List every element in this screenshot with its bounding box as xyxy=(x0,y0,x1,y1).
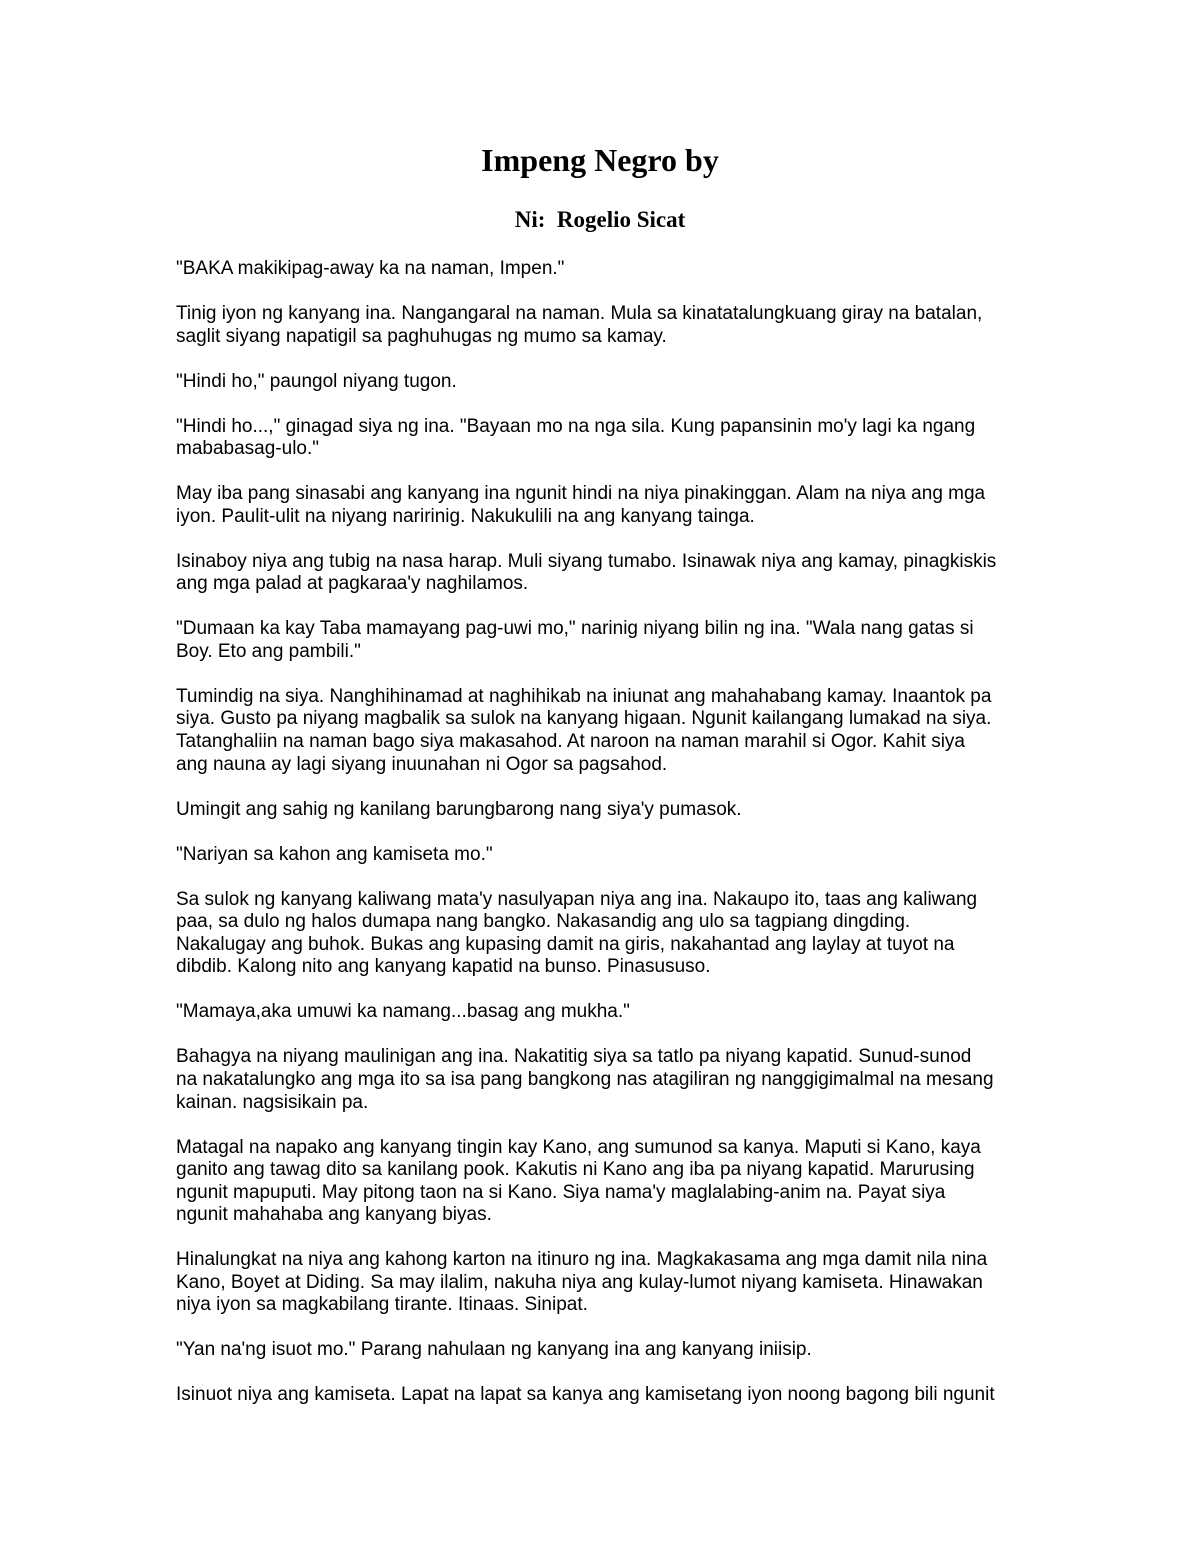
paragraph-line: paa, sa dulo ng halos dumapa nang bangko. Nakasandig ang ulo sa tagpiang dingding. xyxy=(176,911,911,933)
story-body xyxy=(176,258,1036,1429)
paragraph-line: Umingit ang sahig ng kanilang barungbarong nang siya'y pumasok. xyxy=(176,798,742,820)
paragraph-line: Matagal na napako ang kanyang tingin kay Kano, ang sumunod sa kanya. Maputi si Kano, kaya xyxy=(176,1136,981,1158)
paragraph-line: ganito ang tawag dito sa kanilang pook. Kakutis ni Kano ang iba pa niyang kapatid. Marurusing xyxy=(176,1159,975,1181)
story-paragraph xyxy=(176,686,1036,776)
paragraph-line: "Dumaan ka kay Taba mamayang pag-uwi mo," narinig niyang bilin ng ina. "Wala nang gatas si xyxy=(176,618,974,640)
paragraph-line: saglit siyang napatigil sa paghuhugas ng mumo sa kamay. xyxy=(176,325,667,347)
paragraph-line: Tinig iyon ng kanyang ina. Nangangaral na naman. Mula sa kinatatalungkuang giray na batalan, xyxy=(176,302,983,324)
paragraph-line: siya. Gusto pa niyang magbalik sa sulok na kanyang higaan. Ngunit kailangang lumakad na siya. xyxy=(176,708,992,730)
paragraph-line: Tumindig na siya. Nanghihinamad at naghihikab na iniunat ang mahahabang kamay. Inaantok pa xyxy=(176,685,992,707)
story-paragraph xyxy=(176,1249,1036,1317)
page-title: Impeng Negro by xyxy=(481,142,719,178)
paragraph-line: iyon. Paulit-ulit na niyang naririnig. Nakukulili na ang kanyang tainga. xyxy=(176,505,755,527)
paragraph-line: ngunit mahahaba ang kanyang biyas. xyxy=(176,1204,492,1226)
paragraph-line: Hinalungkat na niya ang kahong karton na itinuro ng ina. Magkakasama ang mga damit nila nina xyxy=(176,1249,988,1271)
story-paragraph xyxy=(176,483,1036,528)
paragraph-line: Kano, Boyet at Diding. Sa may ilalim, nakuha niya ang kulay-lumot niyang kamiseta. Hinawakan xyxy=(176,1271,983,1293)
story-paragraph xyxy=(176,799,1036,822)
paragraph-line: Isinuot niya ang kamiseta. Lapat na lapat sa kanya ang kamisetang iyon noong bagong bili ngunit xyxy=(176,1384,995,1406)
paragraph-line: Isinaboy niya ang tubig na nasa harap. Muli siyang tumabo. Isinawak niya ang kamay, pinagkiskis xyxy=(176,550,997,572)
paragraph-line: ang mga palad at pagkaraa'y naghilamos. xyxy=(176,573,529,595)
paragraph-line: "Hindi ho...," ginagad siya ng ina. "Bayaan mo na nga sila. Kung papansinin mo'y lagi ka ngang xyxy=(176,415,976,437)
paragraph-line: Nakalugay ang buhok. Bukas ang kupasing damit na giris, nakahantad ang laylay at tuyot na xyxy=(176,933,955,955)
story-paragraph xyxy=(176,551,1036,596)
story-paragraph xyxy=(176,1137,1036,1227)
author-byline: Ni: Rogelio Sicat xyxy=(514,207,686,232)
story-paragraph xyxy=(176,303,1036,348)
story-paragraph xyxy=(176,1384,1036,1407)
paragraph-line: "BAKA makikipag-away ka na naman, Impen." xyxy=(176,258,565,279)
paragraph-line: dibdib. Kalong nito ang kanyang kapatid na bunso. Pinasususo. xyxy=(176,956,711,978)
story-paragraph xyxy=(176,416,1036,461)
paragraph-line: "Hindi ho," paungol niyang tugon. xyxy=(176,370,457,392)
story-paragraph xyxy=(176,844,1036,867)
paragraph-line: kainan. nagsisikain pa. xyxy=(176,1091,369,1113)
paragraph-line: ang nauna ay lagi siyang inuunahan ni Ogor sa pagsahod. xyxy=(176,753,668,775)
paragraph-line: Boy. Eto ang pambili." xyxy=(176,640,361,662)
story-paragraph xyxy=(176,371,1036,394)
story-paragraph xyxy=(176,618,1036,663)
paragraph-line: "Yan na'ng isuot mo." Parang nahulaan ng kanyang ina ang kanyang iniisip. xyxy=(176,1339,812,1361)
paragraph-line: "Mamaya,aka umuwi ka namang...basag ang mukha." xyxy=(176,1001,630,1023)
paragraph-line: ngunit mapuputi. May pitong taon na si Kano. Siya nama'y maglalabing-anim na. Payat siya xyxy=(176,1181,946,1203)
story-paragraph xyxy=(176,1339,1036,1362)
story-paragraph xyxy=(176,1046,1036,1114)
paragraph-line: niya iyon sa magkabilang tirante. Itinaas. Sinipat. xyxy=(176,1294,588,1316)
paragraph-line: May iba pang sinasabi ang kanyang ina ngunit hindi na niya pinakinggan. Alam na niya ang mga xyxy=(176,483,986,505)
story-paragraph xyxy=(176,889,1036,979)
paragraph-line: mababasag-ulo." xyxy=(176,438,320,460)
paragraph-line: Sa sulok ng kanyang kaliwang mata'y nasulyapan niya ang ina. Nakaupo ito, taas ang kaliwang xyxy=(176,888,978,910)
story-paragraph xyxy=(176,1001,1036,1024)
paragraph-line: "Nariyan sa kahon ang kamiseta mo." xyxy=(176,843,493,865)
paragraph-line: na nakatalungko ang mga ito sa isa pang bangkong nas atagiliran ng nanggigimalmal na mesang xyxy=(176,1068,994,1090)
paragraph-line: Bahagya na niyang maulinigan ang ina. Nakatitig siya sa tatlo pa niyang kapatid. Sunud-sunod xyxy=(176,1046,972,1068)
story-paragraph xyxy=(176,258,1036,281)
paragraph-line: Tatanghaliin na naman bago siya makasahod. At naroon na naman marahil si Ogor. Kahit siya xyxy=(176,731,965,753)
